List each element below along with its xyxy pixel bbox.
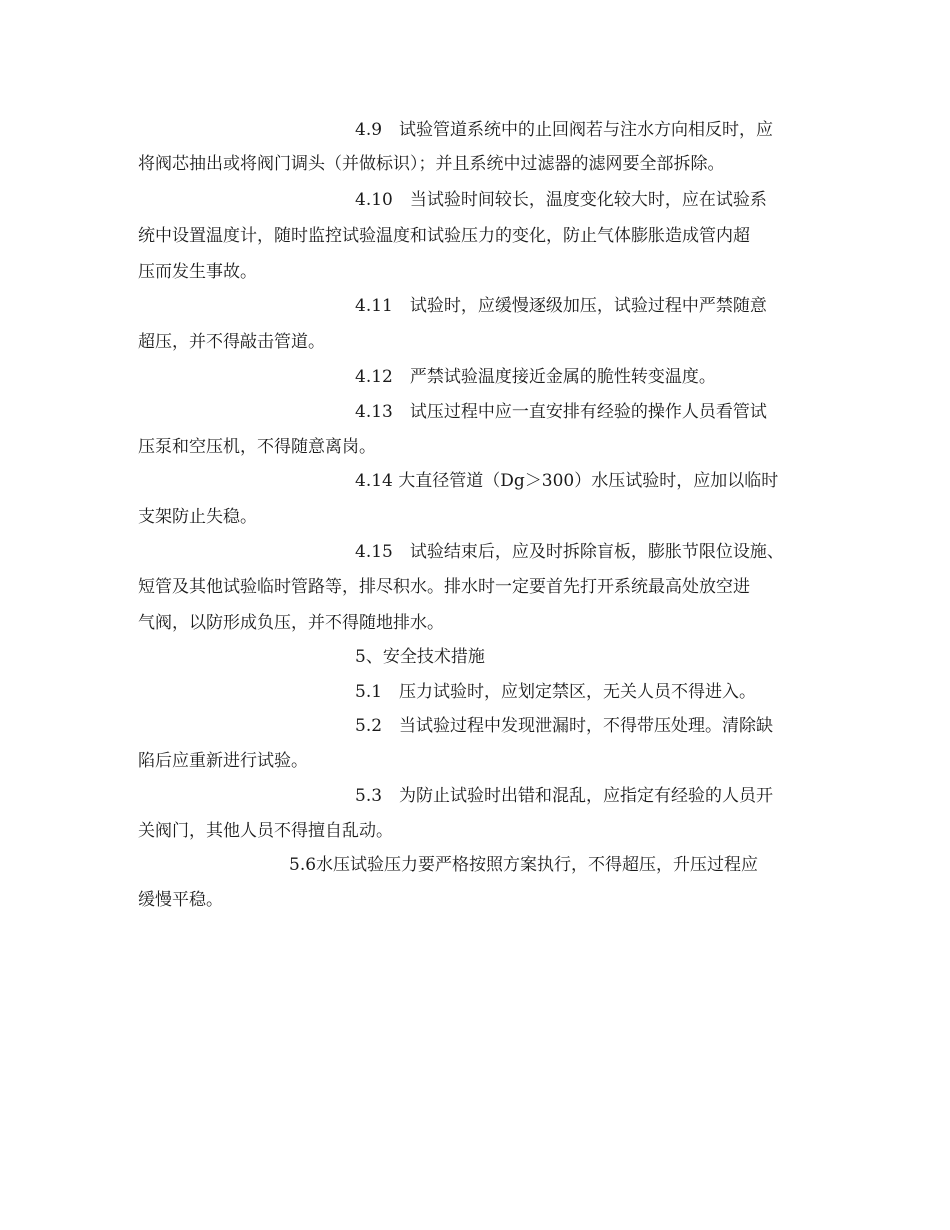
clause-5-6-line-2: 缓慢平稳。: [138, 890, 223, 910]
clause-4-11-line-1: 4.11 试验时，应缓慢逐级加压，试验过程中严禁随意: [355, 296, 767, 316]
clause-5-1-line-1: 5.1 压力试验时，应划定禁区，无关人员不得进入。: [355, 682, 757, 702]
clause-5-2-line-1: 5.2 当试验过程中发现泄漏时，不得带压处理。清除缺: [355, 716, 774, 736]
clause-4-10-line-2: 统中设置温度计，随时监控试验温度和试验压力的变化，防止气体膨胀造成管内超: [138, 226, 750, 246]
clause-5-6-line-1: 5.6水压试验压力要严格按照方案执行，不得超压，升压过程应: [289, 855, 759, 875]
clause-4-13-line-2: 压泵和空压机，不得随意离岗。: [138, 437, 376, 457]
clause-4-15-line-2: 短管及其他试验临时管路等，排尽积水。排水时一定要首先打开系统最高处放空进: [138, 577, 750, 597]
clause-4-15-line-1: 4.15 试验结束后，应及时拆除盲板，膨胀节限位设施、: [355, 542, 784, 562]
clause-5-2-line-2: 陷后应重新进行试验。: [138, 751, 308, 771]
clause-4-9-line-2: 将阀芯抽出或将阀门调头（并做标识）；并且系统中过滤器的滤网要全部拆除。: [138, 154, 725, 174]
clause-4-13-line-1: 4.13 试压过程中应一直安排有经验的操作人员看管试: [355, 402, 767, 422]
clause-4-14-line-1: 4.14 大直径管道（Dg＞300）水压试验时，应加以临时: [355, 471, 779, 491]
clause-4-14-line-2: 支架防止失稳。: [138, 507, 257, 527]
section-5-heading: 5、安全技术措施: [355, 647, 485, 667]
clause-5-3-line-2: 关阀门，其他人员不得擅自乱动。: [138, 821, 393, 841]
clause-4-9-line-1: 4.9 试验管道系统中的止回阀若与注水方向相反时，应: [355, 120, 774, 140]
clause-5-3-line-1: 5.3 为防止试验时出错和混乱，应指定有经验的人员开: [355, 786, 774, 806]
clause-4-10-line-1: 4.10 当试验时间较长，温度变化较大时，应在试验系: [355, 190, 767, 210]
clause-4-12-line-1: 4.12 严禁试验温度接近金属的脆性转变温度。: [355, 367, 716, 387]
clause-4-10-line-3: 压而发生事故。: [138, 262, 257, 282]
clause-4-11-line-2: 超压，并不得敲击管道。: [138, 332, 325, 352]
clause-4-15-line-3: 气阀，以防形成负压，并不得随地排水。: [138, 613, 444, 633]
